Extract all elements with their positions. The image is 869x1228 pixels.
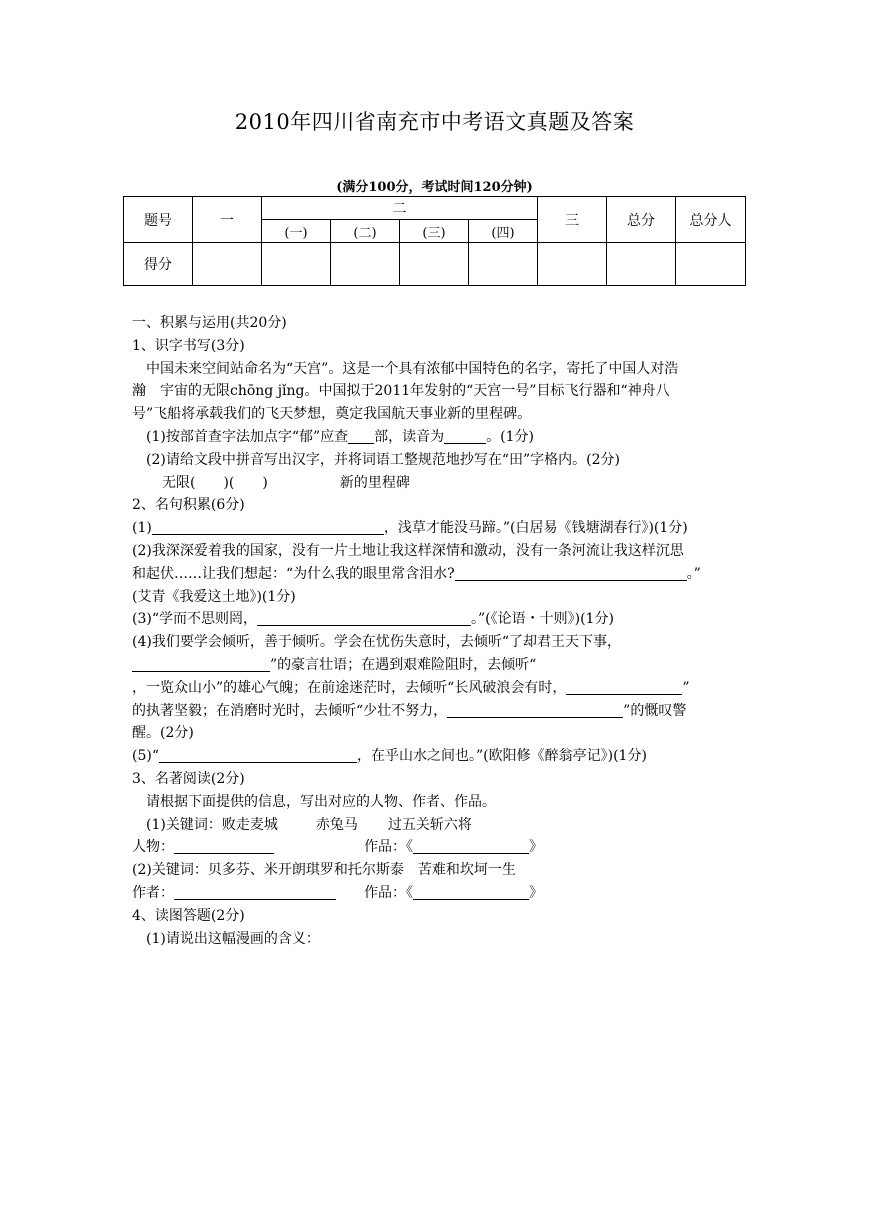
quote-text: 。”(《论语・十则》)(1分) <box>471 611 614 628</box>
quote-line: 醒。(2分) <box>132 725 194 742</box>
quote-text: 。” <box>686 565 701 582</box>
answer-blank[interactable] <box>257 609 471 626</box>
answer-blank[interactable] <box>566 678 682 695</box>
header-part3-cell: 三 <box>538 197 607 243</box>
sub-question: (2)请给文段中拼音写出汉字，并将词语工整规范地抄写在“田”字格内。(2分) <box>146 451 620 468</box>
answer-blank[interactable] <box>132 655 270 672</box>
score-cell[interactable] <box>262 243 331 286</box>
answer-label: 作品：《 <box>364 884 413 901</box>
answer-label: 》 <box>529 884 543 901</box>
sub-question-text: 无限( )( ) <box>162 474 268 491</box>
question-title: 4、读图答题(2分) <box>132 907 245 924</box>
answer-label: 作品：《 <box>364 839 413 856</box>
keyword-line <box>132 814 744 837</box>
sub-question: (1)请说出这幅漫画的含义： <box>146 930 320 947</box>
header-label-cell: 题号 <box>124 197 193 243</box>
quote-text: ，在乎山水之间也。”(欧阳修《醉翁亭记》)(1分) <box>357 748 647 765</box>
answer-blank[interactable] <box>455 564 687 581</box>
exam-content <box>132 312 744 950</box>
answer-blank[interactable] <box>447 701 623 718</box>
answer-blank[interactable] <box>413 837 529 854</box>
quote-line: (4)我们要学会倾听，善于倾听。学会在忧伤失意时，去倾听“了却君王天下事， <box>132 634 621 651</box>
quote-text: (5)“ <box>132 748 159 765</box>
header-scorer-cell: 总分人 <box>676 197 746 243</box>
passage-line: 号”飞船将承载我们的飞天梦想，奠定我国航天事业新的里程碑。 <box>132 406 532 423</box>
score-cell[interactable] <box>331 243 400 286</box>
answer-label: 人物： <box>132 839 174 856</box>
quote-text: ，一览众山小”的雄心气魄；在前途迷茫时，去倾听“长风破浪会有时， <box>132 679 567 696</box>
exam-info: (满分100分，考试时间120分钟) <box>336 180 533 195</box>
quote-text: ，浅草才能没马蹄。”(白居易《钱塘湖春行》)(1分) <box>383 520 688 537</box>
keyword-text: 过五关斩六将 <box>387 816 472 833</box>
question-title: 3、名著阅读(2分) <box>132 770 245 787</box>
quote-text: 和起伏……让我们想起：“为什么我的眼里常含泪水? <box>132 565 455 582</box>
sub-question <box>132 472 744 495</box>
quote-text: (3)“学而不思则罔， <box>132 611 257 628</box>
score-cell[interactable] <box>400 243 469 286</box>
quote-line: (艾青《我爱这土地》)(1分) <box>132 588 296 605</box>
page-title: 2010年四川省南充市中考语文真题及答案 <box>234 110 635 134</box>
score-row-label: 得分 <box>124 243 193 286</box>
subheader-cell: (二) <box>331 220 400 243</box>
quote-line <box>132 563 744 586</box>
passage-line: 中国未来空间站命名为“天宫”。这是一个具有浓郁中国特色的名字，寄托了中国人对浩 <box>146 360 679 377</box>
header-part2-cell: 二 <box>262 197 538 220</box>
sub-question <box>132 426 744 449</box>
quote-text: ” <box>682 679 690 696</box>
answer-blank[interactable] <box>174 883 336 900</box>
sub-question-text: 部，读音为 <box>374 428 445 445</box>
answer-blank[interactable] <box>174 837 274 854</box>
quote-text: ”的豪言壮语；在遇到艰难险阻时，去倾听“ <box>270 656 537 673</box>
answer-line <box>132 836 744 859</box>
question-intro: 请根据下面提供的信息，写出对应的人物、作者、作品。 <box>146 793 496 810</box>
answer-blank[interactable] <box>152 518 384 535</box>
answer-label: 》 <box>529 839 543 856</box>
answer-blank[interactable] <box>444 427 486 444</box>
section-heading: 一、积累与运用(共20分) <box>132 315 287 331</box>
quote-line <box>132 608 744 631</box>
subheader-cell: (四) <box>469 220 538 243</box>
quote-text: (1) <box>132 520 152 537</box>
score-cell[interactable] <box>676 243 746 286</box>
answer-label: 作者： <box>132 884 174 901</box>
answer-blank[interactable] <box>348 427 374 444</box>
score-cell[interactable] <box>607 243 676 286</box>
subheader-cell: (一) <box>262 220 331 243</box>
quote-text: ”的慨叹警 <box>623 702 687 719</box>
subheader-cell: (三) <box>400 220 469 243</box>
answer-blank[interactable] <box>159 746 357 763</box>
quote-line <box>132 745 744 768</box>
score-cell[interactable] <box>469 243 538 286</box>
sub-question-text: 。(1分) <box>486 428 534 445</box>
score-cell[interactable] <box>193 243 262 286</box>
question-title: 1、识字书写(3分) <box>132 337 245 354</box>
keyword-line: (2)关键词：贝多芬、米开朗琪罗和托尔斯泰 苦难和坎坷一生 <box>132 862 516 879</box>
keyword-text: (1)关键词：败走麦城 <box>146 816 278 833</box>
sub-question-text: 新的里程碑 <box>339 474 410 491</box>
passage-line: 瀚 宇宙的无限chōng jǐng。中国拟于2011年发射的“天宫一号”目标飞行器和“神舟八 <box>132 383 670 400</box>
quote-line <box>132 677 744 700</box>
question-title: 2、名句积累(6分) <box>132 497 245 514</box>
answer-line <box>132 882 744 905</box>
quote-line: (2)我深深爱着我的国家，没有一片土地让我这样深情和激动，没有一条河流让我这样沉思 <box>132 542 684 559</box>
header-part1-cell: 一 <box>193 197 262 243</box>
quote-text: 的执著坚毅；在消磨时光时，去倾听“少壮不努力， <box>132 702 448 719</box>
header-total-cell: 总分 <box>607 197 676 243</box>
quote-line <box>132 654 744 677</box>
quote-line <box>132 700 744 723</box>
keyword-text: 赤兔马 <box>315 816 358 833</box>
score-cell[interactable] <box>538 243 607 286</box>
quote-line <box>132 517 744 540</box>
answer-blank[interactable] <box>413 883 529 900</box>
score-table <box>123 196 746 286</box>
sub-question-text: (1)按部首查字法加点字“郁”应查 <box>146 428 349 445</box>
